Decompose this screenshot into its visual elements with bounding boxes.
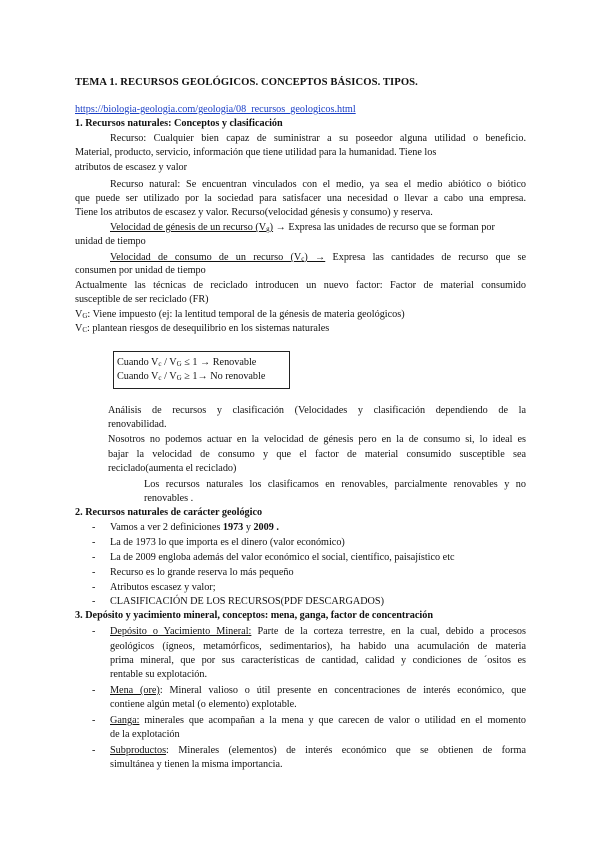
list-item: CLASIFICACIÓN DE LOS RECURSOS(PDF DESCARGADOS) bbox=[110, 596, 384, 607]
list-item: Atributos escasez y valor; bbox=[110, 582, 216, 593]
bullet-dash: - bbox=[92, 745, 96, 756]
deposito-term: Depósito o Yacimiento Mineral: bbox=[110, 626, 252, 637]
velocidad-consumo-term: Velocidad de consumo de un recurso $(V_c)$ → bbox=[110, 252, 326, 263]
list-item: La de 1973 lo que importa es el dinero (valor económico) bbox=[110, 537, 345, 548]
reciclado-line-2: susceptible de ser reciclado (FR) bbox=[75, 294, 209, 305]
box-line-renovable: Cuando $V_c / V_G \le 1$ → Renovable bbox=[117, 357, 257, 368]
mena-line-2: contiene algún metal (o elemento) explotable. bbox=[110, 699, 297, 710]
list-item: Recurso es lo grande reserva lo más pequeño bbox=[110, 567, 294, 578]
deposito-line-3: prima mineral, que por sus características de cantidad, calidad y condiciones de ´ositos es bbox=[110, 655, 526, 666]
bullet-dash: - bbox=[92, 552, 96, 563]
vc-definition: $V_C$: plantean riesgos de desequilibrio en los sistemas naturales bbox=[75, 323, 330, 334]
recurso-line-2: Material, producto, servicio, información que tiene utilidad para la humanidad. Tiene los bbox=[75, 147, 437, 158]
recurso-natural-line-2: que puede ser utilizado por la sociedad para satisfacer una necesidad o llevar a cabo una empresa. bbox=[75, 193, 526, 204]
ganga-term: Ganga: bbox=[110, 715, 140, 726]
ganga-line-1: Ganga: minerales que acompañan a la mena y que carecen de valor o utilidad en el momento bbox=[110, 715, 526, 726]
nosotros-line-2: bajar la velocidad de consumo y que el factor de material consumido susceptible sea bbox=[108, 449, 526, 460]
velocidad-genesis-line bbox=[110, 221, 495, 234]
bullet-dash: - bbox=[92, 582, 96, 593]
bullet-dash: - bbox=[92, 567, 96, 578]
analisis-line-2: renovabilidad. bbox=[108, 419, 167, 430]
velocidad-consumo-line bbox=[110, 251, 526, 264]
deposito-line-1: Depósito o Yacimiento Mineral: Parte de la corteza terrestre, en la cual, debido a procesos bbox=[110, 626, 526, 637]
clasificacion-line-2: renovables . bbox=[144, 493, 194, 504]
velocidad-genesis-term: Velocidad de génesis de un recurso $(V_g)$ bbox=[110, 222, 274, 233]
source-link[interactable]: https://biologia-geologia.com/geologia/08_recursos_geologicos.html bbox=[75, 104, 356, 115]
section-1-heading: 1. Recursos naturales: Conceptos y clasificación bbox=[75, 118, 283, 129]
page-title: TEMA 1. RECURSOS GEOLÓGICOS. CONCEPTOS BÁSICOS. TIPOS. bbox=[75, 77, 418, 88]
subproductos-term: Subproductos bbox=[110, 745, 167, 756]
recurso-line-3: atributos de escasez y valor bbox=[75, 162, 188, 173]
bullet-dash: - bbox=[92, 626, 96, 637]
mena-term: Mena (ore) bbox=[110, 685, 160, 696]
list-item: Vamos a ver 2 definiciones 1973 y 2009 . bbox=[110, 522, 279, 533]
bullet-dash: - bbox=[92, 715, 96, 726]
recurso-natural-line-3: Tiene los atributos de escasez y valor. Recurso(velocidad génesis y consumo) y reserva. bbox=[75, 207, 433, 218]
velocidad-genesis-def: → Expresa las unidades de recurso que se forman por bbox=[273, 222, 495, 233]
bullet-dash: - bbox=[92, 596, 96, 607]
mena-line-1: Mena (ore): Mineral valioso o útil presente en concentraciones de interés económico, que bbox=[110, 685, 526, 696]
section-2-heading: 2. Recursos naturales de carácter geológico bbox=[75, 507, 263, 518]
deposito-line-2: geológicos (ígneos, metamórficos, sedimentarios), ha habido una acumulación de materia bbox=[110, 641, 526, 652]
recurso-natural-line-1: Recurso natural: Se encuentran vinculados con el medio, ya sea el medio abiótico o biótico bbox=[110, 179, 526, 190]
nosotros-line-3: reciclado(aumenta el reciclado) bbox=[108, 463, 237, 474]
subproductos-line-1: Subproductos: Minerales (elementos) de interés económico que se obtienen de forma bbox=[110, 745, 526, 756]
velocidad-consumo-def: Expresa las cantidades de recurso que se bbox=[325, 252, 526, 263]
bullet-dash: - bbox=[92, 537, 96, 548]
subproductos-line-2: simultánea y tienen la misma importancia. bbox=[110, 759, 283, 770]
velocidad-genesis-line-2: unidad de tiempo bbox=[75, 236, 146, 247]
analisis-line-1: Análisis de recursos y clasificación (Velocidades y clasificación dependiendo de la bbox=[108, 405, 526, 416]
recurso-line-1: Recurso: Cualquier bien capaz de suministrar a su poseedor alguna utilidad o beneficio. bbox=[110, 133, 526, 144]
box-line-no-renovable: Cuando $V_c / V_G \ge 1\to No$ renovable bbox=[117, 371, 266, 382]
clasificacion-line-1: Los recursos naturales los clasificamos en renovables, parcialmente renovables y no bbox=[144, 479, 526, 490]
renovable-box bbox=[113, 351, 290, 389]
nosotros-line-1: Nosotros no podemos actuar en la velocidad de génesis pero en la de consumo si, lo ideal es bbox=[108, 434, 526, 445]
ganga-line-2: de la explotación bbox=[110, 729, 180, 740]
vg-definition: $V_G$: Viene impuesto (ej: la lentitud temporal de la génesis de materia geológicos) bbox=[75, 309, 405, 320]
list-item: La de 2009 engloba además del valor económico el social, científico, paisajístico etc bbox=[110, 552, 455, 563]
bullet-dash: - bbox=[92, 685, 96, 696]
bullet-dash: - bbox=[92, 522, 96, 533]
reciclado-line-1: Actualmente las técnicas de reciclado introducen un nuevo factor: Factor de material consumido bbox=[75, 280, 526, 291]
deposito-line-4: rentable su explotación. bbox=[110, 669, 208, 680]
velocidad-consumo-line-2: consumen por unidad de tiempo bbox=[75, 265, 206, 276]
section-3-heading: 3. Depósito y yacimiento mineral, conceptos: mena, ganga, factor de concentración bbox=[75, 610, 434, 621]
